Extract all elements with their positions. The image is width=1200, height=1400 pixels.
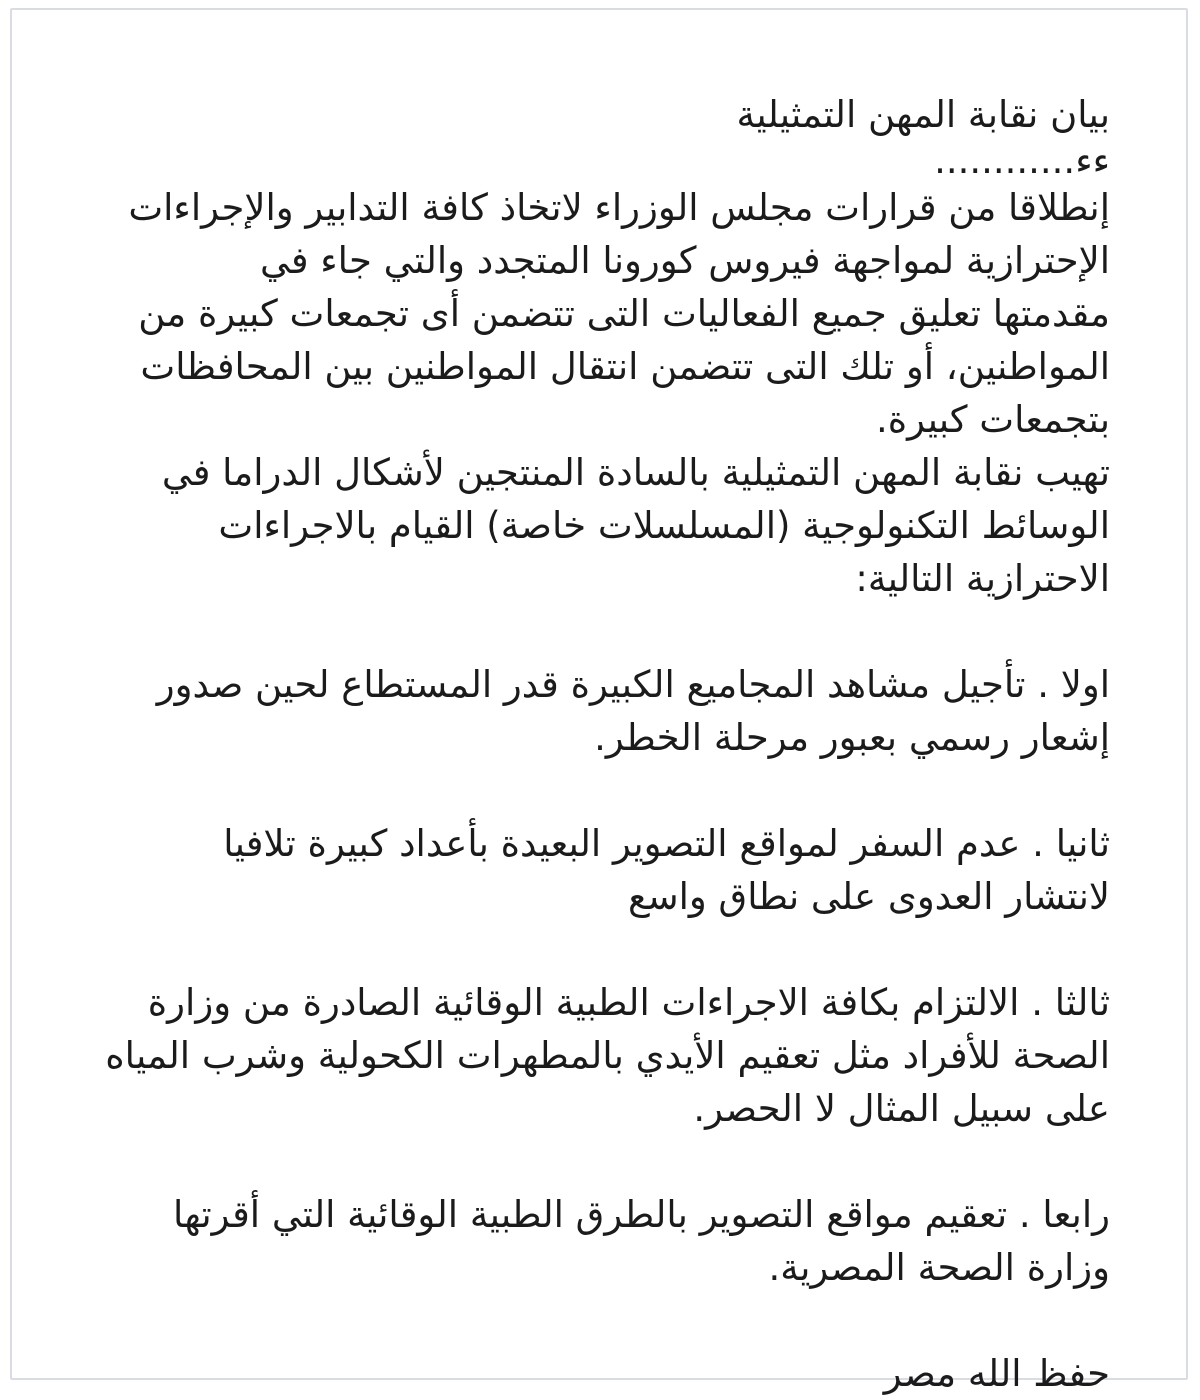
post-card [10,8,1188,1395]
measure-line: رابعا . تعقيم مواقع التصوير بالطرق الطبية الوقائية التي أقرتها [173,1193,1110,1236]
call-line: الاحترازية التالية: [855,557,1110,600]
call-paragraph [84,446,1110,605]
intro-line: إنطلاقا من قرارات مجلس الوزراء لاتخاذ كافة التدابير والإجراءات [128,186,1110,229]
intro-line: الإحترازية لمواجهة فيروس كورونا المتجدد والتي جاء في [260,239,1110,282]
call-line: تهيب نقابة المهن التمثيلية بالسادة المنتجين لأشكال الدراما في [161,451,1110,494]
measure-line: اولا . تأجيل مشاهد المجاميع الكبيرة قدر المستطاع لحين صدور [156,663,1110,706]
measure-second [84,817,1110,923]
measure-third [84,976,1110,1135]
measure-fourth [84,1188,1110,1294]
statement-title: بيان نقابة المهن التمثيلية [736,93,1110,136]
intro-line: مقدمتها تعليق جميع الفعاليات التى تتضمن أى تجمعات كبيرة من [138,292,1110,335]
paragraph-gap [84,1135,1110,1188]
post-body [84,88,1110,1400]
paragraph-gap [84,605,1110,658]
intro-line: بتجمعات كبيرة. [876,398,1110,441]
measure-first [84,658,1110,764]
measure-line: الصحة للأفراد مثل تعقيم الأيدي بالمطهرات الكحولية وشرب المياه [105,1034,1110,1077]
intro-paragraph [84,181,1110,446]
measure-line: ثانيا . عدم السفر لمواقع التصوير البعيدة بأعداد كبيرة تلافيا [223,822,1110,865]
measure-line: إشعار رسمي بعبور مرحلة الخطر. [594,716,1110,759]
closing-line: حفظ الله مصر [883,1352,1110,1395]
paragraph-gap [84,764,1110,817]
paragraph-gap [84,1294,1110,1347]
dotted-separator: ءء............ [934,139,1110,182]
measure-line: لانتشار العدوى على نطاق واسع [627,875,1110,918]
measure-line: ثالثا . الالتزام بكافة الاجراءات الطبية الوقائية الصادرة من وزارة [147,981,1110,1024]
measure-line: وزارة الصحة المصرية. [768,1246,1110,1289]
intro-line: المواطنين، أو تلك التى تتضمن انتقال المواطنين بين المحافظات [140,345,1110,388]
measure-line: على سبيل المثال لا الحصر. [693,1087,1110,1130]
paragraph-gap [84,923,1110,976]
call-line: الوسائط التكنولوجية (المسلسلات خاصة) القيام بالاجراءات [218,504,1110,547]
